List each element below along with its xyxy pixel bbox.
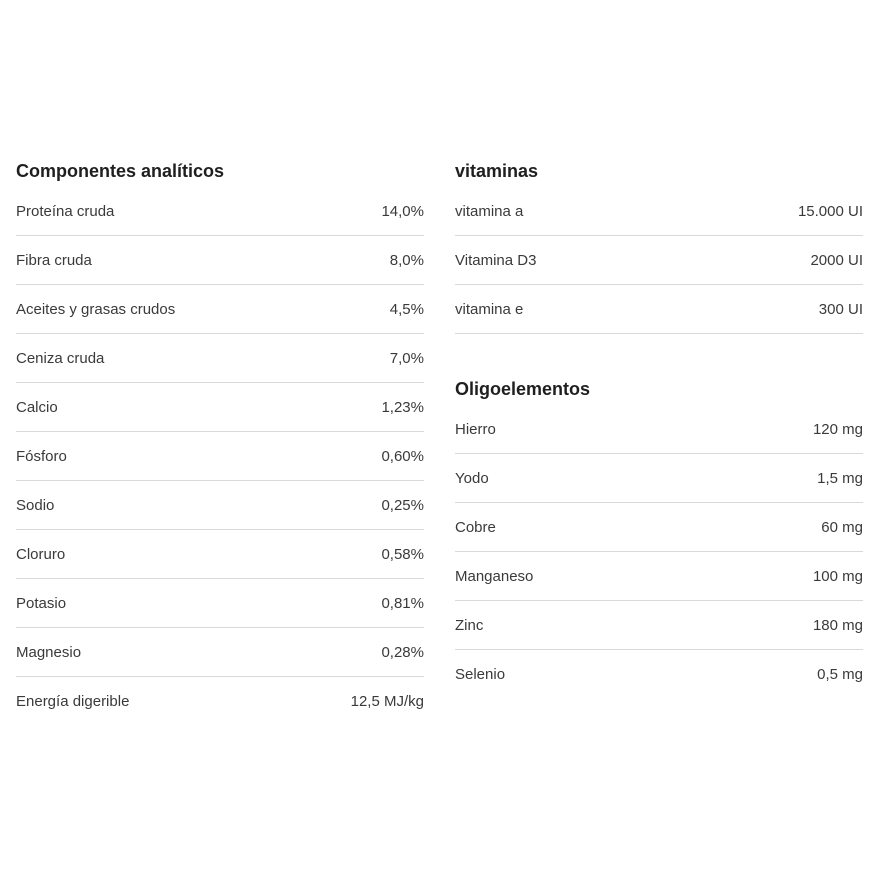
item-label: Potasio [16, 594, 67, 612]
list-item [16, 432, 424, 481]
list-item [455, 454, 863, 503]
item-label: Cloruro [16, 545, 66, 563]
item-label: Cobre [455, 518, 496, 536]
item-value: 4,5% [389, 300, 424, 318]
list-item [16, 579, 424, 628]
item-label: Calcio [16, 398, 58, 416]
item-label: Aceites y grasas crudos [16, 300, 176, 318]
analytical-components-list [16, 187, 424, 725]
section-title-analytical: Componentes analíticos [16, 161, 225, 181]
section-title-vitamins: vitaminas [455, 161, 539, 181]
list-item [455, 236, 863, 285]
item-label: Energía digerible [16, 692, 130, 710]
item-label: Sodio [16, 496, 55, 514]
item-value: 0,25% [381, 496, 424, 514]
item-label: Ceniza cruda [16, 349, 105, 367]
item-label: Fibra cruda [16, 251, 92, 269]
list-item [455, 285, 863, 334]
item-value: 100 mg [812, 567, 863, 585]
item-value: 14,0% [381, 202, 424, 220]
list-item [455, 187, 863, 236]
item-label: vitamina a [455, 202, 524, 220]
item-value: 1,5 mg [817, 469, 863, 487]
section-title-trace-elements: Oligoelementos [455, 379, 591, 399]
item-value: 8,0% [389, 251, 424, 269]
list-item [16, 677, 424, 725]
item-value: 0,81% [381, 594, 424, 612]
trace-elements-list [455, 405, 863, 698]
item-label: Magnesio [16, 643, 82, 661]
analytical-components-column [16, 155, 424, 725]
item-label: Manganeso [455, 567, 534, 585]
item-label: Hierro [455, 420, 496, 438]
list-item [455, 601, 863, 650]
item-value: 0,60% [381, 447, 424, 465]
list-item [16, 236, 424, 285]
item-label: Selenio [455, 665, 506, 683]
item-value: 0,28% [381, 643, 424, 661]
item-value: 7,0% [389, 349, 424, 367]
list-item [455, 650, 863, 698]
list-item [16, 530, 424, 579]
item-label: Zinc [455, 616, 484, 634]
list-item [16, 628, 424, 677]
item-label: Yodo [455, 469, 489, 487]
vitamins-trace-column [455, 155, 863, 698]
item-value: 180 mg [812, 616, 863, 634]
item-label: Proteína cruda [16, 202, 115, 220]
list-item [16, 285, 424, 334]
list-item [455, 405, 863, 454]
item-label: vitamina e [455, 300, 524, 318]
list-item [16, 481, 424, 530]
item-value: 300 UI [818, 300, 863, 318]
item-value: 2000 UI [810, 251, 863, 269]
item-value: 60 mg [821, 518, 863, 536]
item-value: 12,5 MJ/kg [350, 692, 424, 710]
trace-elements-section [455, 373, 863, 698]
list-item [16, 187, 424, 236]
analytical-components-section [16, 155, 424, 725]
item-label: Vitamina D3 [455, 251, 537, 269]
list-item [455, 552, 863, 601]
list-item [16, 334, 424, 383]
list-item [455, 503, 863, 552]
item-value: 120 mg [812, 420, 863, 438]
vitamins-section [455, 155, 863, 334]
item-value: 1,23% [381, 398, 424, 416]
list-item [16, 383, 424, 432]
item-label: Fósforo [16, 447, 67, 465]
vitamins-list [455, 187, 863, 334]
item-value: 0,58% [381, 545, 424, 563]
item-value: 0,5 mg [817, 665, 863, 683]
item-value: 15.000 UI [797, 202, 863, 220]
